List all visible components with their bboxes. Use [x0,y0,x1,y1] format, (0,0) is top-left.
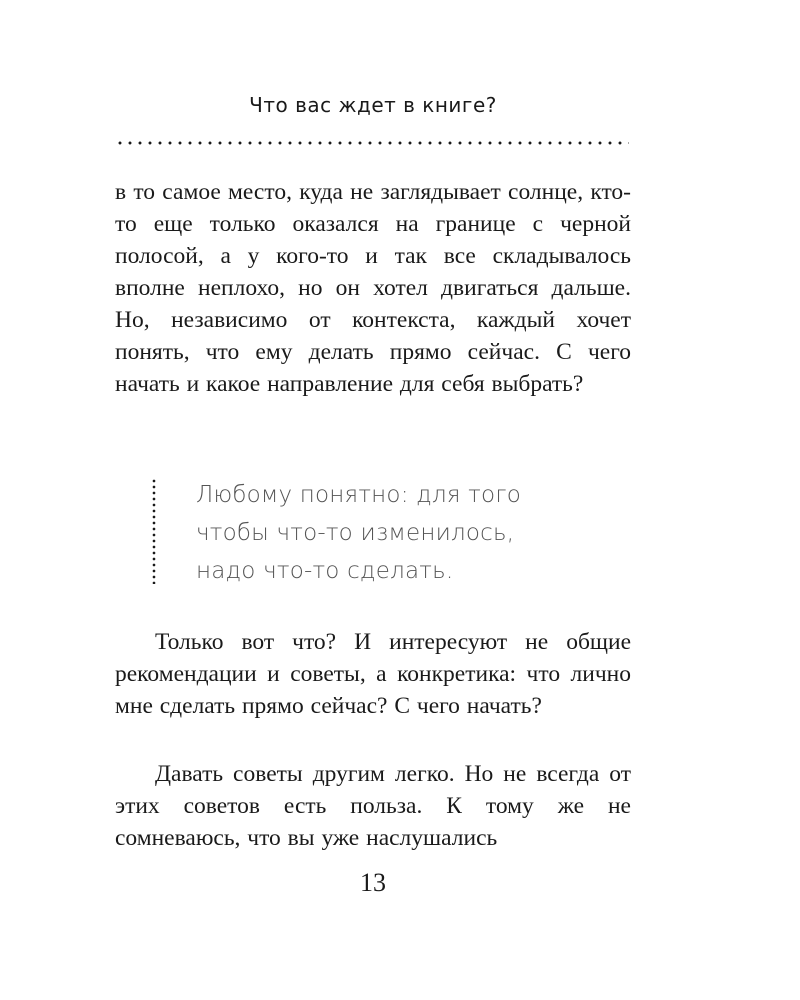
body-paragraph-3: Давать советы другим легко. Но не всегда от этих советов есть польза. К тому же не сомневаюсь, что вы уже наслушались [115,761,631,851]
pull-quote [196,476,616,590]
pull-quote-line-1: Любому понятно: для того [196,482,522,508]
body-paragraph-1: в то самое место, куда не заглядывает солнце, кто-то еще только оказался на границе с черной полосой, а у кого-то и так все складывалось вполне неплохо, но он хотел двигаться дальше. Но, независимо от контекста, каждый хочет понять, что ему делать прямо сейчас. С чего начать и какое направление для себя выбрать? [115,179,631,397]
pull-quote-line-2: чтобы что-то изменилось, [196,520,515,546]
running-head: Что вас ждет в книге? [249,93,497,117]
dotted-quote-rule [152,478,156,584]
pull-quote-line-3: надо что-то сделать. [196,558,454,584]
dotted-header-rule [115,141,629,145]
body-paragraph-2: Только вот что? И интересуют не общие рекомендации и советы, а конкретика: что лично мне сделать прямо сейчас? С чего начать? [115,629,631,719]
page-number: 13 [360,868,386,897]
